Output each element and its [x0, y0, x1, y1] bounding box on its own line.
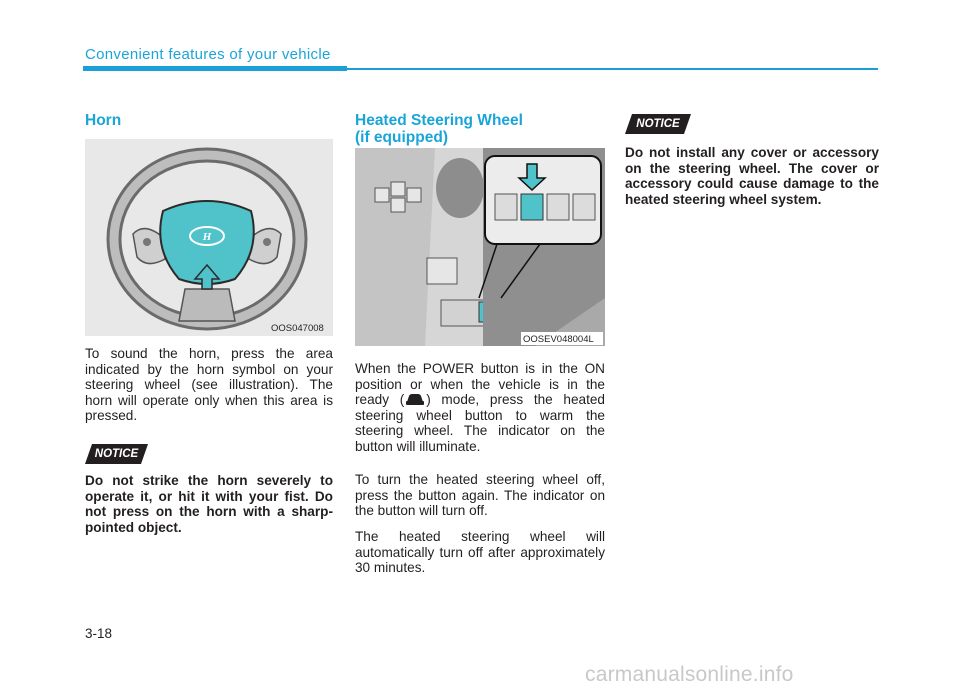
svg-text:H: H — [202, 231, 212, 243]
horn-notice-text: Do not strike the horn severely to operate it, or hit it with your fist. Do not press on the horn with a sharp-pointed object. — [85, 473, 333, 535]
heated-wheel-p1-before-icon: When the POWER button is in the ON position or when the vehicle is in the ready ( — [355, 361, 605, 408]
right-notice-label: NOTICE — [636, 118, 680, 130]
heated-wheel-paragraph-2: To turn the heated steering wheel off, press the button again. The indicator on the button will turn off. — [355, 472, 605, 519]
heated-wheel-paragraph-3: The heated steering wheel will automatically turn off after approximately 30 minutes. — [355, 529, 605, 576]
steering-wheel-illustration — [85, 139, 333, 336]
heated-wheel-paragraph-1 — [355, 361, 605, 455]
horn-heading: Horn — [85, 112, 122, 129]
heated-wheel-p1-after-icon: ) mode, press the heated steering wheel button to warm the steering wheel. The indicator on the button will illuminate. — [355, 392, 605, 454]
header-divider-thick — [83, 66, 347, 71]
console-image-code: OOSEV048004L — [523, 334, 594, 345]
right-notice-badge — [625, 114, 691, 134]
console-illustration — [355, 148, 605, 346]
right-notice-text: Do not install any cover or accessory on the steering wheel. The cover or accessory could cause damage to the heated steering wheel system. — [625, 145, 879, 207]
section-header-title: Convenient features of your vehicle — [85, 46, 331, 63]
horn-body-text: To sound the horn, press the area indicated by the horn symbol on your steering wheel (see illustration). The horn will operate only when this area is pressed. — [85, 346, 333, 424]
horn-notice-badge — [85, 444, 148, 464]
horn-notice-label: NOTICE — [94, 448, 139, 460]
heated-wheel-heading — [355, 112, 523, 146]
heated-wheel-heading-line1: Heated Steering Wheel — [355, 112, 523, 129]
watermark: carmanualsonline.info — [585, 663, 794, 686]
page-number: 3-18 — [85, 626, 113, 641]
heated-wheel-heading-line2: (if equipped) — [355, 129, 448, 146]
horn-image-code: OOS047008 — [271, 323, 324, 334]
car-ready-icon — [404, 392, 426, 406]
header-divider-thin — [347, 68, 878, 70]
